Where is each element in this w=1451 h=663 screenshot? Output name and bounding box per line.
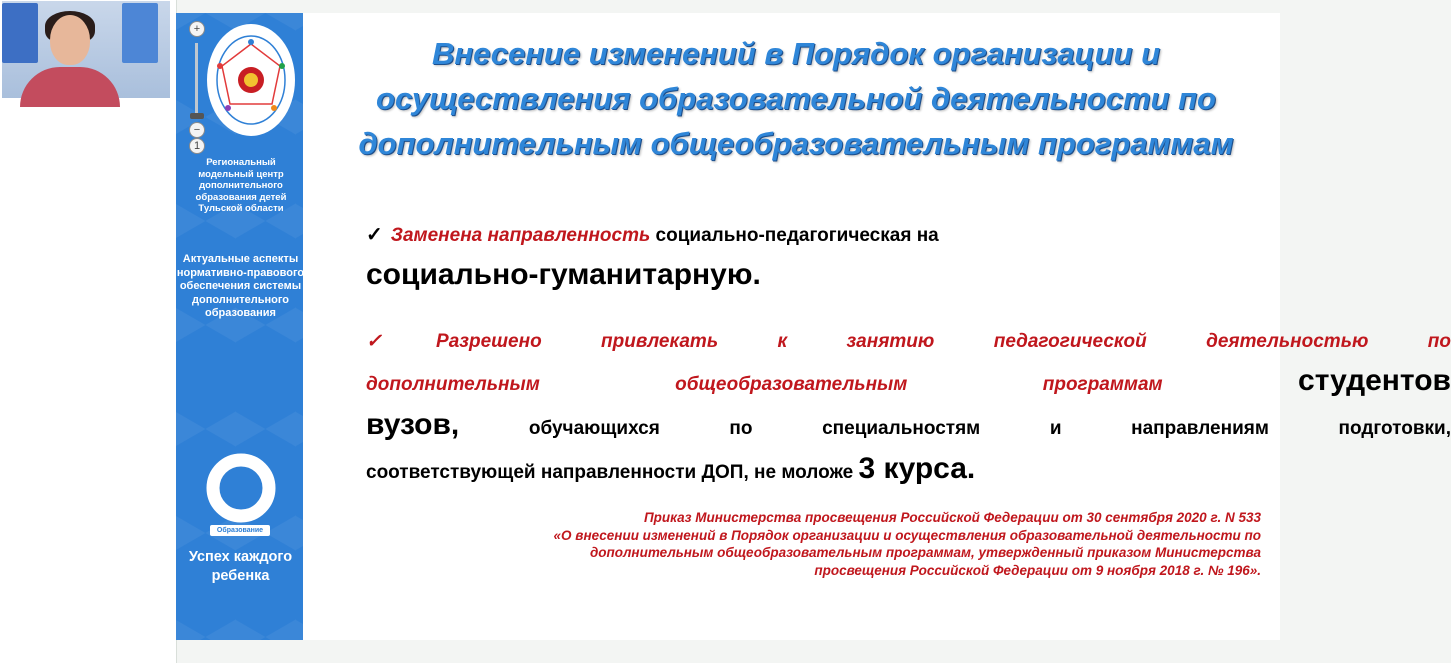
zoom-out-button[interactable]: −: [189, 122, 205, 138]
point-students-allowed: [366, 323, 1451, 493]
point2-line3: [366, 405, 1451, 449]
speaker-body: [20, 67, 120, 107]
order-line: «О внесении изменений в Порядок организации и осуществления образовательной деятельности по: [553, 527, 1261, 543]
point1-big-text: социально-гуманитарную.: [366, 258, 761, 291]
conference-title: Актуальные аспекты нормативно-правового обеспечения системы дополнительного образования: [176, 253, 305, 319]
background-poster: [2, 3, 38, 63]
point2-line3-text: обучающихся по специальностям и направлениям подготовки,: [528, 418, 1451, 439]
zoom-reset-button[interactable]: 1: [189, 138, 205, 154]
zoom-in-button[interactable]: +: [189, 21, 205, 37]
checkmark-icon: ✓: [366, 224, 383, 246]
order-line: Приказ Министерства просвещения Российской Федерации от 30 сентября 2020 г. N 533: [643, 510, 1261, 525]
point1-line: [366, 221, 1266, 250]
slide-sidebar: [176, 13, 303, 640]
point2-line2-big: студентов: [1298, 364, 1451, 397]
point2-line1: [366, 323, 1451, 361]
point2-line4-text: соответствующей направленности ДОП, не моложе: [366, 462, 854, 483]
speaker-face: [50, 15, 90, 65]
order-line: просвещения Российской Федерации от 9 ноября 2018 г. № 196».: [814, 562, 1261, 578]
zoom-slider-track[interactable]: [195, 43, 198, 117]
point2-line4-big: 3 курса.: [858, 452, 976, 485]
webcam-video: [2, 1, 170, 98]
point2-line1-text: Разрешено привлекать к занятию педагогической деятельностью по: [436, 331, 1451, 352]
left-gutter: [0, 0, 177, 663]
point2-line2-red: дополнительным общеобразовательным программам: [366, 374, 1163, 395]
project-slogan: Успех каждого ребенка: [188, 549, 293, 584]
point1-highlight: Заменена направленность: [390, 225, 651, 246]
slide-title: Внесение изменений в Порядок организации и осуществления образовательной деятельности по дополнительным общеобразовательным программам: [358, 36, 1234, 161]
order-reference: [386, 509, 1261, 579]
point2-line4: [366, 449, 1451, 493]
background-poster: [122, 3, 158, 63]
checkmark-icon: ✓: [366, 331, 437, 352]
point2-line3-big: вузов,: [366, 408, 460, 441]
regional-center-name: Региональный модельный центр дополнительного образования детей Тульской области: [195, 157, 287, 214]
project-badge: Образование: [210, 525, 270, 536]
point1-text: социально-педагогическая на: [655, 225, 939, 246]
zoom-slider-handle[interactable]: [190, 113, 204, 119]
project-ring-logo: [204, 451, 278, 535]
presentation-slide: [176, 13, 1451, 640]
point2-line2: [366, 361, 1451, 405]
zoom-control[interactable]: [186, 21, 208, 153]
order-line: дополнительным общеобразовательным программам, утвержденный приказом Министерства: [589, 545, 1261, 560]
regional-center-logo: [206, 22, 296, 138]
point-direction-change: [366, 221, 1266, 296]
